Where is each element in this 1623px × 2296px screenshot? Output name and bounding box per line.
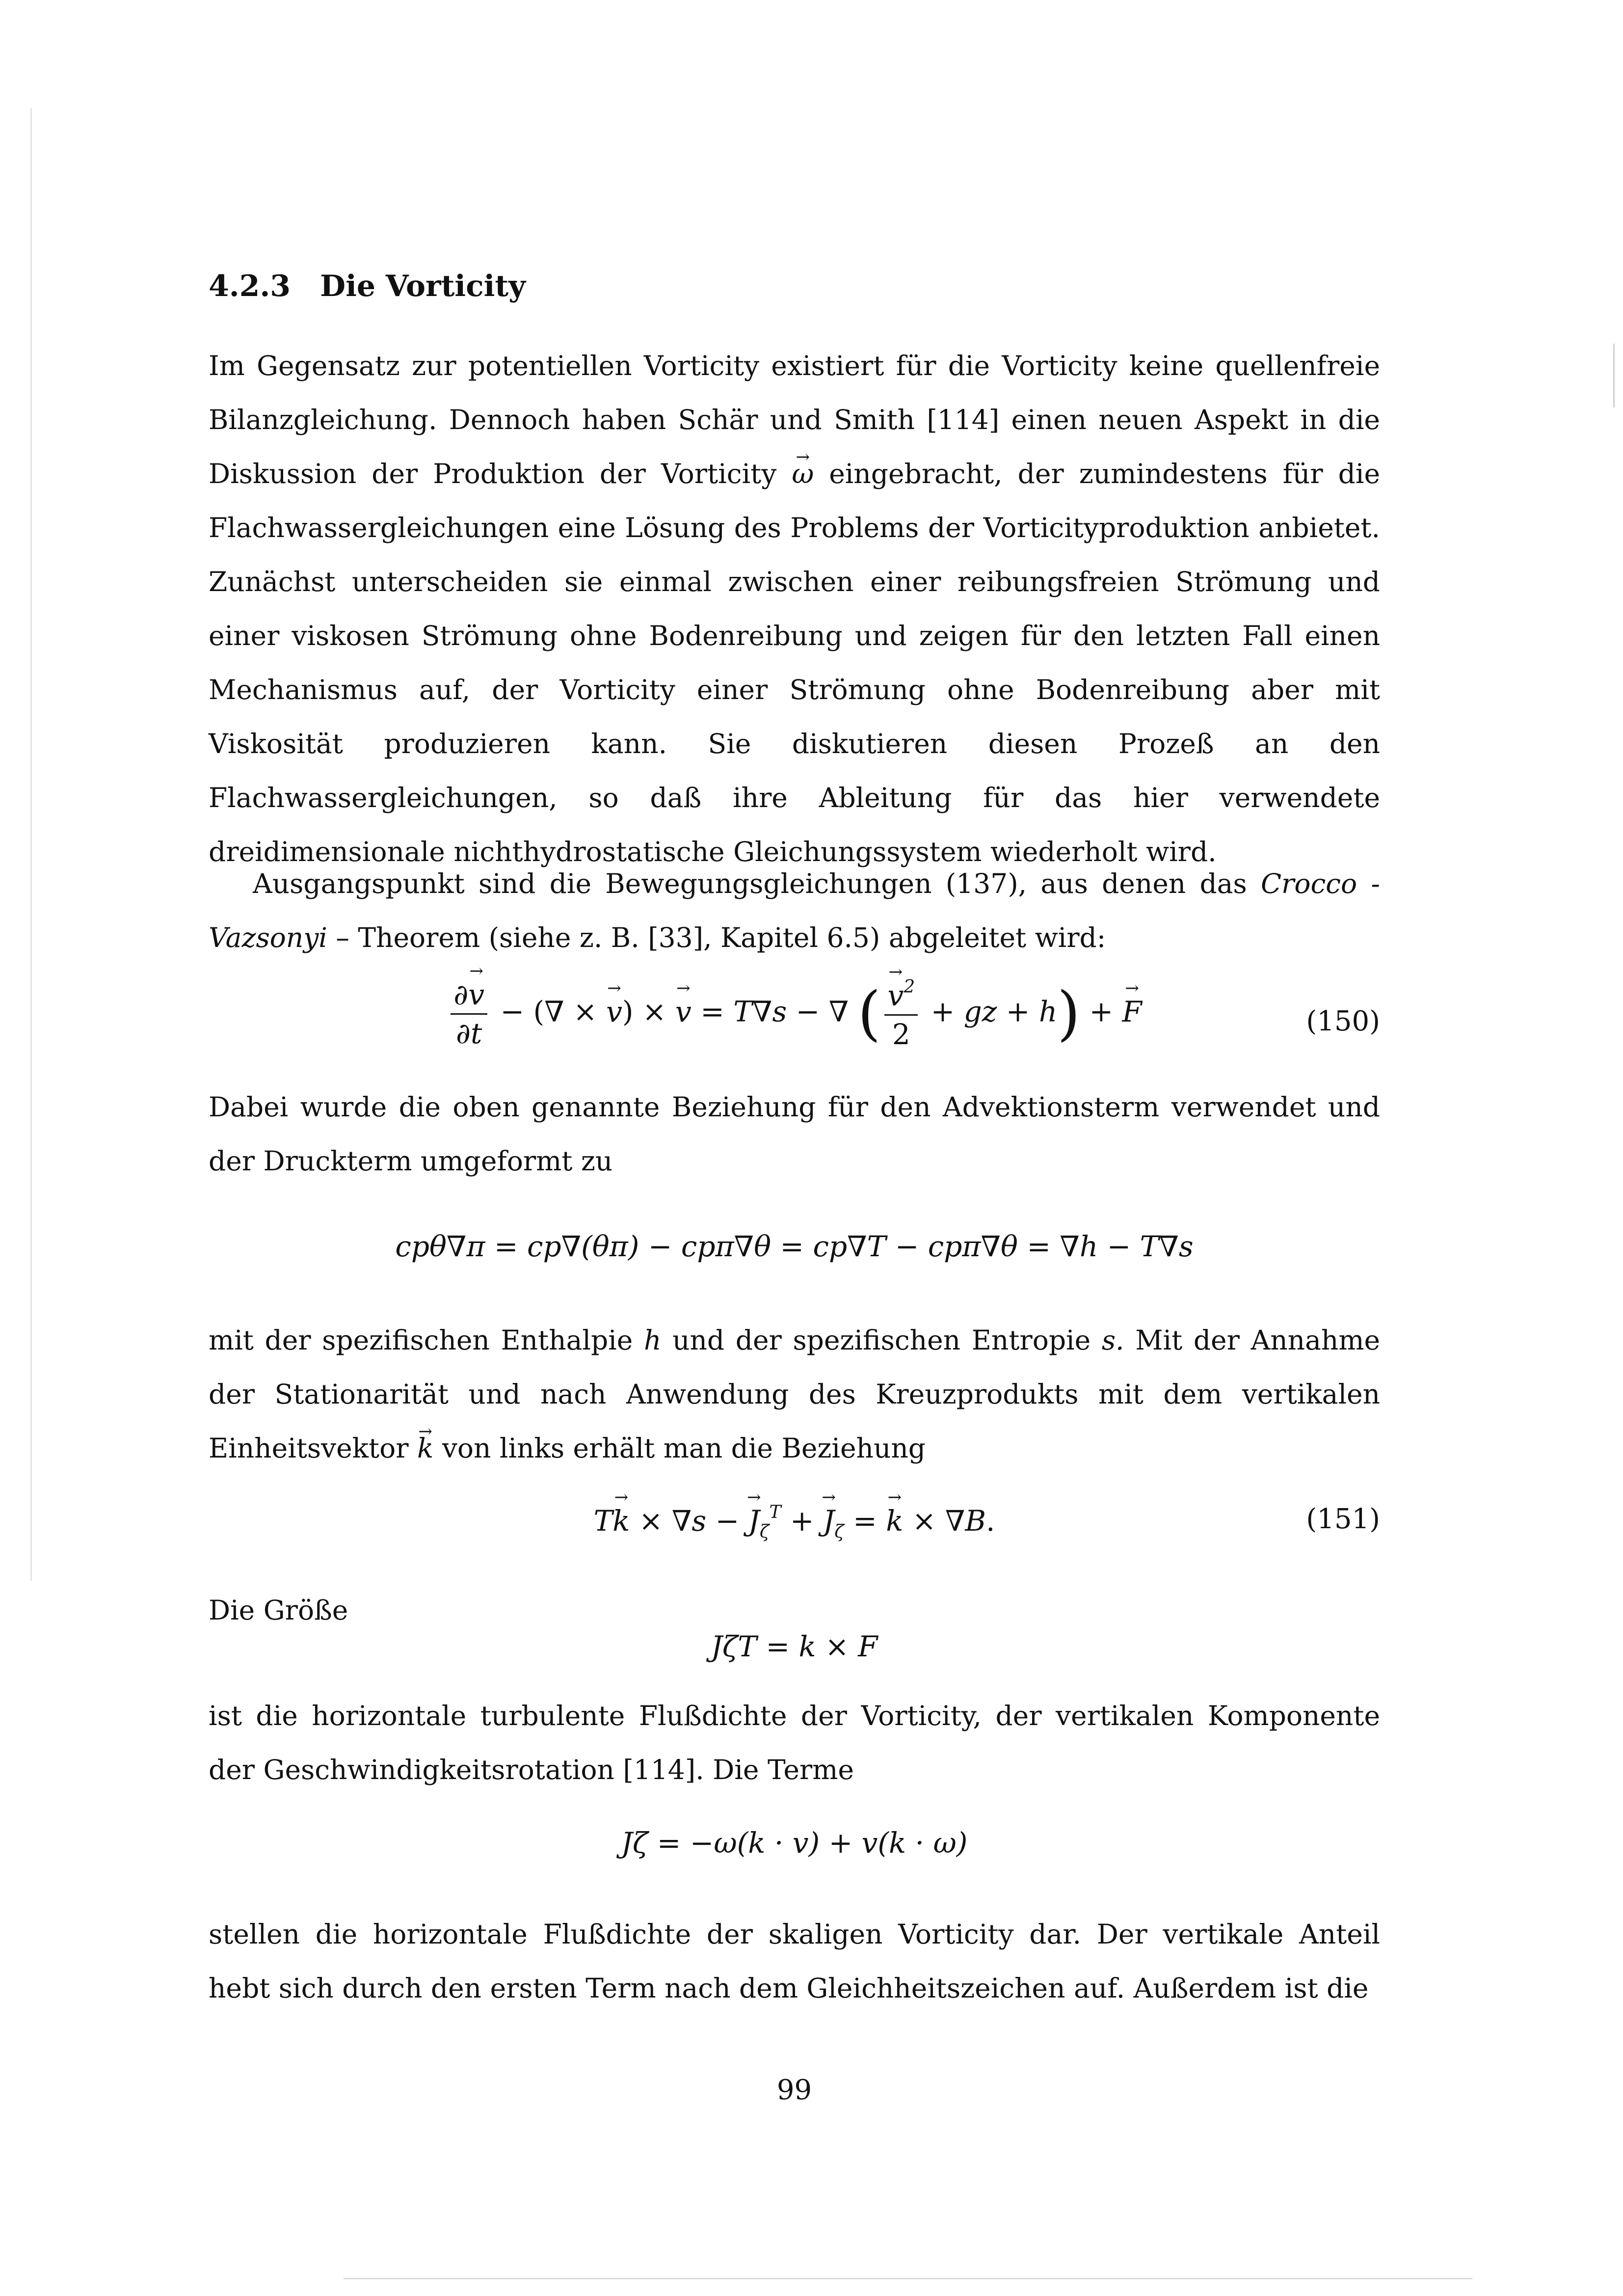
vorticity-symbol: → ω [792,447,814,501]
equation-turbulent-flux: JζT = k × F [711,1630,878,1663]
paragraph-enthalpy: mit der spezifischen Enthalpie h und der spezifischen Entropie s. Mit der Annahme der Stationarität und nach Anwendung des Kreuzprodukts mit dem vertikalen Einheitsvektor → k von links erhält man die Beziehung [209,1313,1380,1475]
equation-150: $\frac{\partial\to v}{\partial t}$ − (∇ × → v) × → v = T∇s − ∇ ( → $\frac{v^2}{2}$ + gz + h) + → F [209,977,1380,1051]
section-number: 4.2.3 [209,269,291,303]
equation-151: T→ k × ∇s − → $J_\zeta^T$ + → $J_\zeta$ = → k × ∇B. [209,1502,1380,1542]
paragraph-turbulent: ist die horizontale turbulente Flußdichte der Vorticity, der vertikalen Komponente der Geschwindigkeitsrotation [114]. Die Terme [209,1700,1380,1785]
scan-mark-left [30,108,32,1581]
unit-vector-k: → k [417,1421,433,1475]
equation-151-number: (151) [1306,1503,1380,1535]
paragraph-intro: Im Gegensatz zur potentiellen Vorticity existiert für die Vorticity keine quellenfreie Bilanzgleichung. Dennoch haben Schär und Smith [114] einen neuen Aspekt in die Diskussion der Produktion der Vorticity → ω eingebracht, der zumindestens für die Flachwassergleichungen eine Lösung des Problems der Vorticityproduktion anbietet. Zunächst unterscheiden sie einmal zwischen einer reibungsfreien Strömung und einer viskosen Strömung ohne Bodenreibung und zeigen für den letzten Fall einen Mechanismus auf, der Vorticity einer Strömung ohne Bodenreibung aber mit Viskosität produzieren kann. Sie diskutieren diesen Prozeß an den Flachwassergleichungen, so daß ihre Ableitung für das hier verwendete dreidimensionale nichthydrostatische Gleichungssystem wiederholt wird. [209,339,1380,879]
scan-mark-bottom [344,2278,1472,2279]
equation-scalar-flux: Jζ = −ω(k · v) + v(k · ω) [621,1826,968,1860]
paragraph-groesse: Die Größe [209,1594,348,1626]
paragraph-scalar: stellen die horizontale Flußdichte der skaligen Vorticity dar. Der vertikale Anteil hebt sich durch den ersten Term nach dem Gleichheitszeichen auf. Außerdem ist die [209,1918,1380,2004]
page-number: 99 [776,2074,812,2106]
paragraph-advection: Dabei wurde die oben genannte Beziehung für den Advektionsterm verwendet und der Druckterm umgeformt zu [209,1091,1380,1177]
section-title: Die Vorticity [320,269,526,303]
equation-150-number: (150) [1306,1005,1380,1037]
paragraph-crocco: Ausgangspunkt sind die Bewegungsgleichungen (137), aus denen das Crocco - Vazsonyi – Theorem (siehe z. B. [33], Kapitel 6.5) abgeleitet wird: [209,868,1381,953]
theorem-name: Crocco - Vazsonyi [209,868,1381,953]
scan-mark-right [1613,344,1615,407]
section-heading [209,269,526,303]
equation-pressure-term: cpθ∇π = cp∇(θπ) − cpπ∇θ = cp∇T − cpπ∇θ = ∇h − T∇s [395,1230,1194,1263]
